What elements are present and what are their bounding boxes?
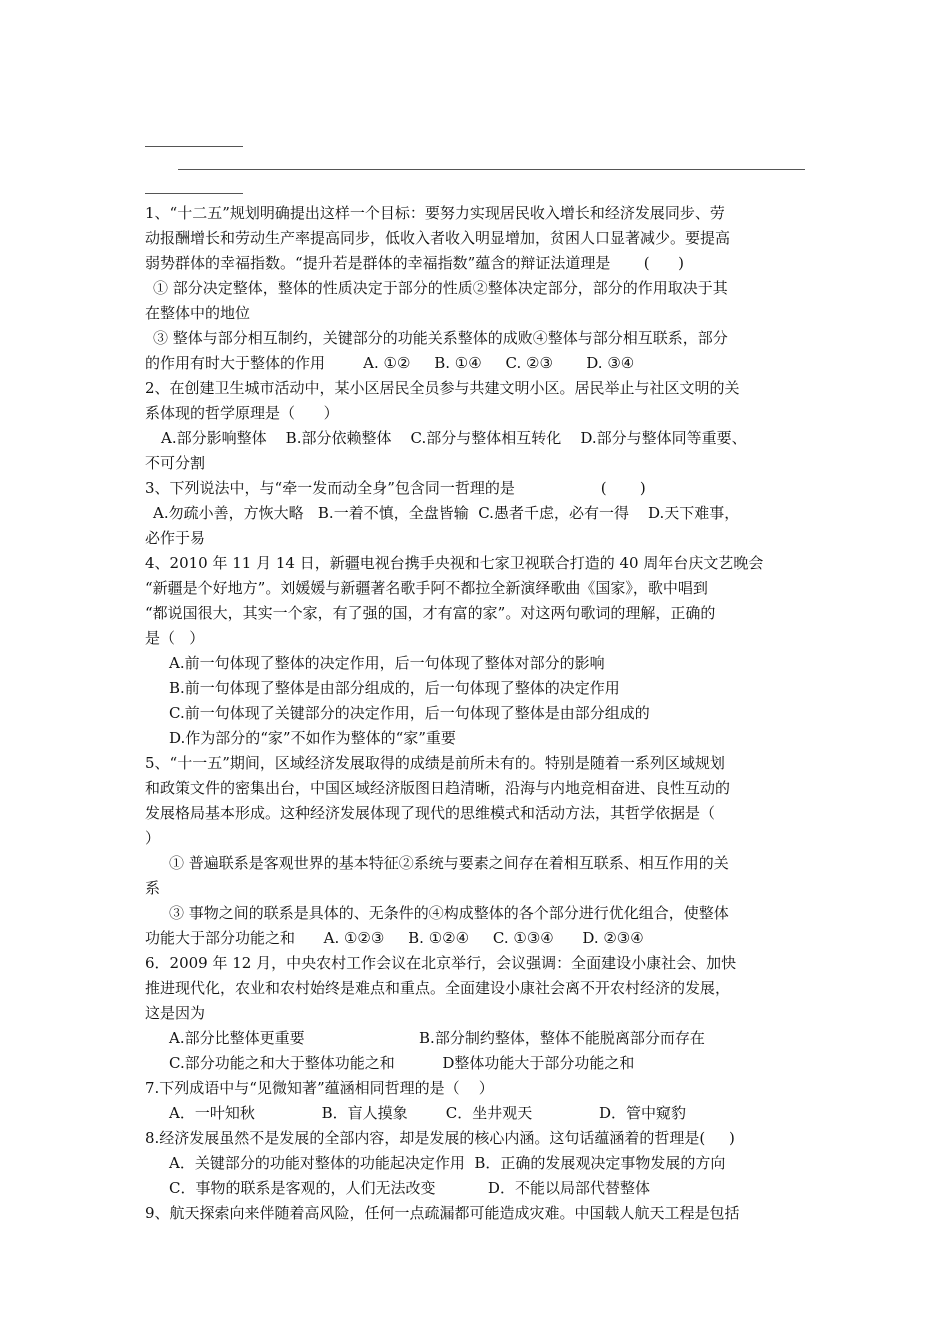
header-rule-long bbox=[178, 169, 805, 170]
header-rule-left-top bbox=[145, 146, 243, 147]
q2-line: 2、在创建卫生城市活动中，某小区居民全员参与共建文明小区。居民举止与社区文明的关 bbox=[145, 379, 740, 397]
q1-option-line: ③ 整体与部分相互制约，关键部分的功能关系整体的成败④整体与部分相互联系，部分 bbox=[153, 329, 728, 347]
q6-line: 推进现代化，农业和农村始终是难点和重点。全面建设小康社会离不开农村经济的发展， bbox=[145, 979, 731, 997]
exam-content bbox=[145, 201, 810, 1226]
q5-option-line: ① 普遍联系是客观世界的基本特征②系统与要素之间存在着相互联系、相互作用的关 bbox=[169, 854, 729, 872]
q5-line: ） bbox=[145, 829, 161, 847]
q4-line: “新疆是个好地方”。刘媛媛与新疆著名歌手阿不都拉全新演绎歌曲《国家》，歌中唱到 bbox=[145, 579, 708, 597]
q1-option-line: 在整体中的地位 bbox=[145, 304, 251, 322]
q7-option-line: A．一叶知秋 B．盲人摸象 C．坐井观天 D．管中窥豹 bbox=[169, 1104, 687, 1122]
q6-option-line: C.部分功能之和大于整体功能之和 D整体功能大于部分功能之和 bbox=[169, 1054, 635, 1072]
q8-option-line: A．关键部分的功能对整体的功能起决定作用 B．正确的发展观决定事物发展的方向 bbox=[169, 1154, 726, 1172]
q4-option-b: B.前一句体现了整体是由部分组成的，后一句体现了整体的决定作用 bbox=[169, 679, 620, 697]
header-rule-left-bottom bbox=[145, 193, 243, 194]
q5-option-line: ③ 事物之间的联系是具体的、无条件的④构成整体的各个部分进行优化组合，使整体 bbox=[169, 904, 729, 922]
q1-line: 弱势群体的幸福指数。“提升若是群体的幸福指数”蕴含的辩证法道理是 ( ) bbox=[145, 254, 685, 272]
q1-option-line: 的作用有时大于整体的作用 A. ①② B. ①④ C. ②③ D. ③④ bbox=[145, 354, 635, 372]
q2-option-line: 不可分割 bbox=[145, 454, 206, 472]
q9-line: 9、航天探索向来伴随着高风险，任何一点疏漏都可能造成灾难。中国载人航天工程是包括 bbox=[145, 1204, 740, 1222]
q5-line: 和政策文件的密集出台，中国区域经济版图日趋清晰，沿海与内地竞相奋进、良性互动的 bbox=[145, 779, 731, 797]
q5-line: 发展格局基本形成。这种经济发展体现了现代的思维模式和活动方法，其哲学依据是（ bbox=[145, 804, 716, 822]
q6-line: 6．2009 年 12 月，中央农村工作会议在北京举行，会议强调：全面建设小康社会、加快 bbox=[145, 954, 737, 972]
q2-option-line: A.部分影响整体 B.部分依赖整体 C.部分与整体相互转化 D.部分与整体同等重要、 bbox=[161, 429, 747, 447]
q2-line: 系体现的哲学原理是（ ） bbox=[145, 404, 339, 422]
q4-line: 是（ ） bbox=[145, 629, 205, 647]
q4-line: 4、2010 年 11 月 14 日，新疆电视台携手央视和七家卫视联合打造的 40 周年台庆文艺晚会 bbox=[145, 554, 764, 572]
q1-option-line: ① 部分决定整体，整体的性质决定于部分的性质②整体决定部分，部分的作用取决于其 bbox=[153, 279, 728, 297]
q1-line: 1、“十二五”规划明确提出这样一个目标：要努力实现居民收入增长和经济发展同步、劳 bbox=[145, 204, 725, 222]
q4-option-d: D.作为部分的“家”不如作为整体的“家”重要 bbox=[169, 729, 456, 747]
q7-line: 7.下列成语中与“见微知著”蕴涵相同哲理的是（ ） bbox=[145, 1079, 494, 1097]
q4-option-c: C.前一句体现了关键部分的决定作用，后一句体现了整体是由部分组成的 bbox=[169, 704, 650, 722]
q4-line: “都说国很大，其实一个家，有了强的国，才有富的家”。对这两句歌词的理解，正确的 bbox=[145, 604, 716, 622]
q8-option-line: C．事物的联系是客观的，人们无法改变 D．不能以局部代替整体 bbox=[169, 1179, 650, 1197]
q5-line: 5、“十一五”期间，区域经济发展取得的成绩是前所未有的。特别是随着一系列区域规划 bbox=[145, 754, 725, 772]
q3-line: 3、下列说法中，与“牵一发而动全身”包含同一哲理的是 ( ) bbox=[145, 479, 646, 497]
q5-option-line: 功能大于部分功能之和 A. ①②③ B. ①②④ C. ①③④ D. ②③④ bbox=[145, 929, 644, 947]
q6-option-line: A.部分比整体更重要 B.部分制约整体，整体不能脱离部分而存在 bbox=[169, 1029, 705, 1047]
q3-option-line: 必作于易 bbox=[145, 529, 206, 547]
q6-line: 这是因为 bbox=[145, 1004, 206, 1022]
q5-option-line: 系 bbox=[145, 879, 161, 897]
q3-option-line: A.勿疏小善，方恢大略 B.一着不慎，全盘皆输 C.愚者千虑，必有一得 D.天下难事， bbox=[153, 504, 740, 522]
q4-option-a: A.前一句体现了整体的决定作用，后一句体现了整体对部分的影响 bbox=[169, 654, 605, 672]
q1-line: 动报酬增长和劳动生产率提高同步，低收入者收入明显增加，贫困人口显著减少。要提高 bbox=[145, 229, 731, 247]
q8-line: 8.经济发展虽然不是发展的全部内容，却是发展的核心内涵。这句话蕴涵着的哲理是( ) bbox=[145, 1129, 735, 1147]
